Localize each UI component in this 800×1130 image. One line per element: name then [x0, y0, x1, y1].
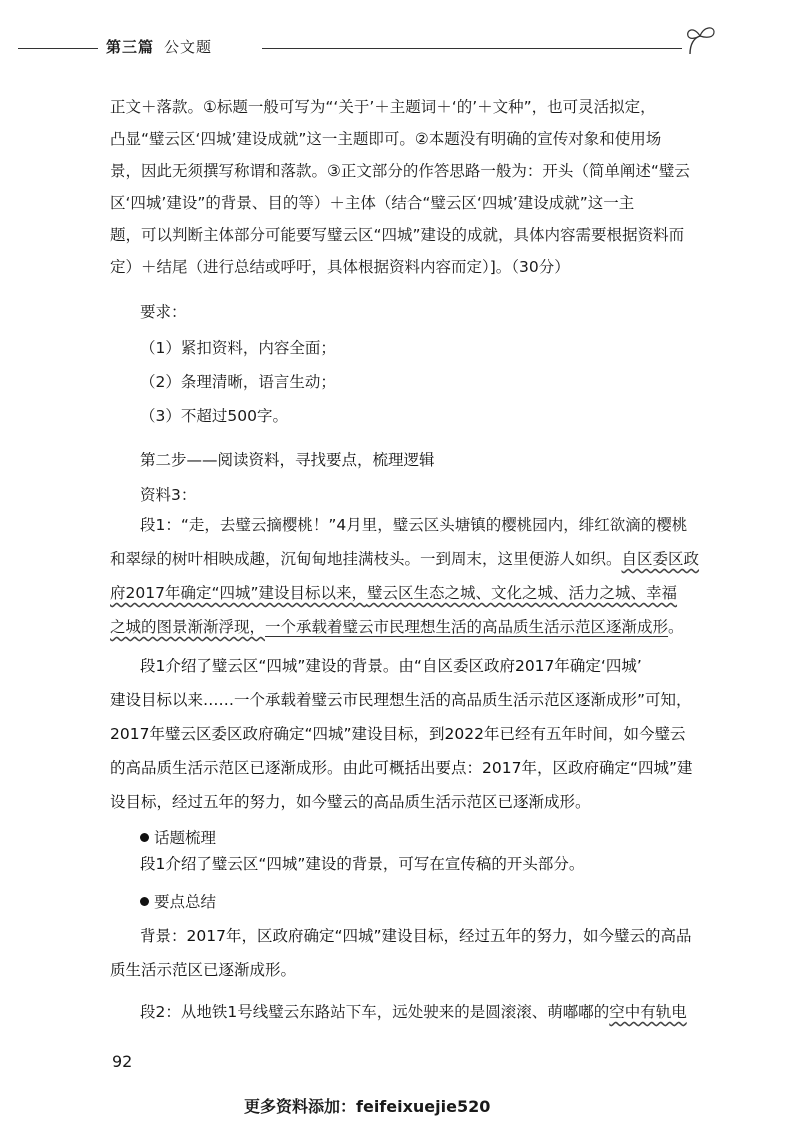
intro-line-4: 区‘四城’建设”的背景、目的等）＋主体（结合“璧云区‘四城’建设成就”这一主 [110, 194, 635, 212]
para1-underlined-phrase: 自区委区政 [621, 550, 700, 568]
requirements-label: 要求： [140, 303, 187, 321]
summary-line-2: 质生活示范区已逐渐成形。 [110, 961, 297, 979]
intro-line-6: 定）＋结尾（进行总结或呼吁，具体根据资料内容而定）]。（30分） [110, 258, 570, 276]
analysis-line-2: 建设目标以来……一个承载着璧云市民理想生活的高品质生活示范区逐渐成形”可知， [110, 691, 692, 709]
analysis-line-5: 设目标，经过五年的努力，如今璧云的高品质生活示范区已逐渐成形。 [110, 793, 591, 811]
para1-line-2-text: 和翠绿的树叶相映成趣，沉甸甸地挂满枝头。一到周末，这里便游人如织。 [110, 550, 622, 568]
header-rule-right [262, 48, 682, 49]
para1-line-1: 段1：“走，去璧云摘樱桃！”4月里，璧云区头塘镇的樱桃园内，绯红欲滴的樱桃 [140, 516, 688, 534]
summary-label: 要点总结 [154, 893, 217, 911]
bullet-icon [140, 833, 149, 842]
footer-note: 更多资料添加：feifeixuejie520 [244, 1097, 491, 1116]
chapter-label: 第三篇 [106, 38, 155, 56]
para1-underlined-phrase: 之城的图景渐渐浮现， [110, 618, 266, 636]
para1-line-2 [110, 543, 710, 575]
page-number: 92 [112, 1052, 133, 1071]
para1-underlined-phrase: 府2017年确定“四城”建设目标以来， [110, 584, 368, 602]
intro-line-2: 凸显“璧云区‘四城’建设成就”这一主题即可。②本题没有明确的宣传对象和使用场 [110, 130, 662, 148]
material-label: 资料3： [140, 486, 197, 504]
bullet-icon [140, 897, 149, 906]
para1-line-4 [110, 611, 710, 643]
intro-line-3: 景，因此无须撰写称谓和落款。③正文部分的作答思路一般为：开头（简单阐述“璧云 [110, 162, 690, 180]
analysis-line-1: 段1介绍了璧云区“四城”建设的背景。由“自区委区政府2017年确定‘四城’ [140, 657, 642, 675]
topic-heading [140, 826, 216, 848]
analysis-line-4: 的高品质生活示范区已逐渐成形。由此可概括出要点：2017年，区政府确定“四城”建 [110, 759, 693, 777]
analysis-line-3: 2017年璧云区委区政府确定“四城”建设目标，到2022年已经有五年时间，如今璧云 [110, 725, 686, 743]
header-rule-left [18, 48, 98, 49]
section-label: 公文题 [164, 38, 213, 56]
topic-label: 话题梳理 [154, 829, 217, 847]
topic-text: 段1介绍了璧云区“四城”建设的背景，可写在宣传稿的开头部分。 [140, 855, 585, 873]
summary-line-1: 背景：2017年，区政府确定“四城”建设目标，经过五年的努力，如今璧云的高品 [140, 927, 692, 945]
intro-line-5: 题，可以判断主体部分可能要写璧云区“四城”建设的成就，具体内容需要根据资料而 [110, 226, 685, 244]
sprout-icon [682, 22, 718, 56]
para1-line-3 [110, 577, 710, 609]
para1-underlined-phrase: 璧云区生态之城、文化之城、活力之城、幸福 [367, 584, 678, 602]
para2-text: 段2：从地铁1号线璧云东路站下车，远处驶来的是圆滚滚、萌嘟嘟的 [140, 1003, 610, 1021]
para1-key-sentence: 一个承载着璧云市民理想生活的高品质生活示范区逐渐成形 [265, 618, 669, 636]
running-header [106, 36, 212, 57]
requirement-item: （1）紧扣资料，内容全面； [140, 339, 336, 357]
summary-heading [140, 890, 216, 912]
requirement-item: （3）不超过500字。 [140, 407, 288, 425]
intro-line-1: 正文＋落款。①标题一般可写为“‘关于’＋主题词＋‘的’＋文种”，也可灵活拟定， [110, 98, 656, 116]
requirement-item: （2）条理清晰，语言生动； [140, 373, 336, 391]
step-heading: 第二步——阅读资料，寻找要点，梳理逻辑 [140, 451, 435, 469]
para2-line-1 [140, 996, 740, 1028]
para2-underlined-phrase: 空中有轨电 [609, 1003, 687, 1021]
para1-end: 。 [668, 618, 684, 636]
